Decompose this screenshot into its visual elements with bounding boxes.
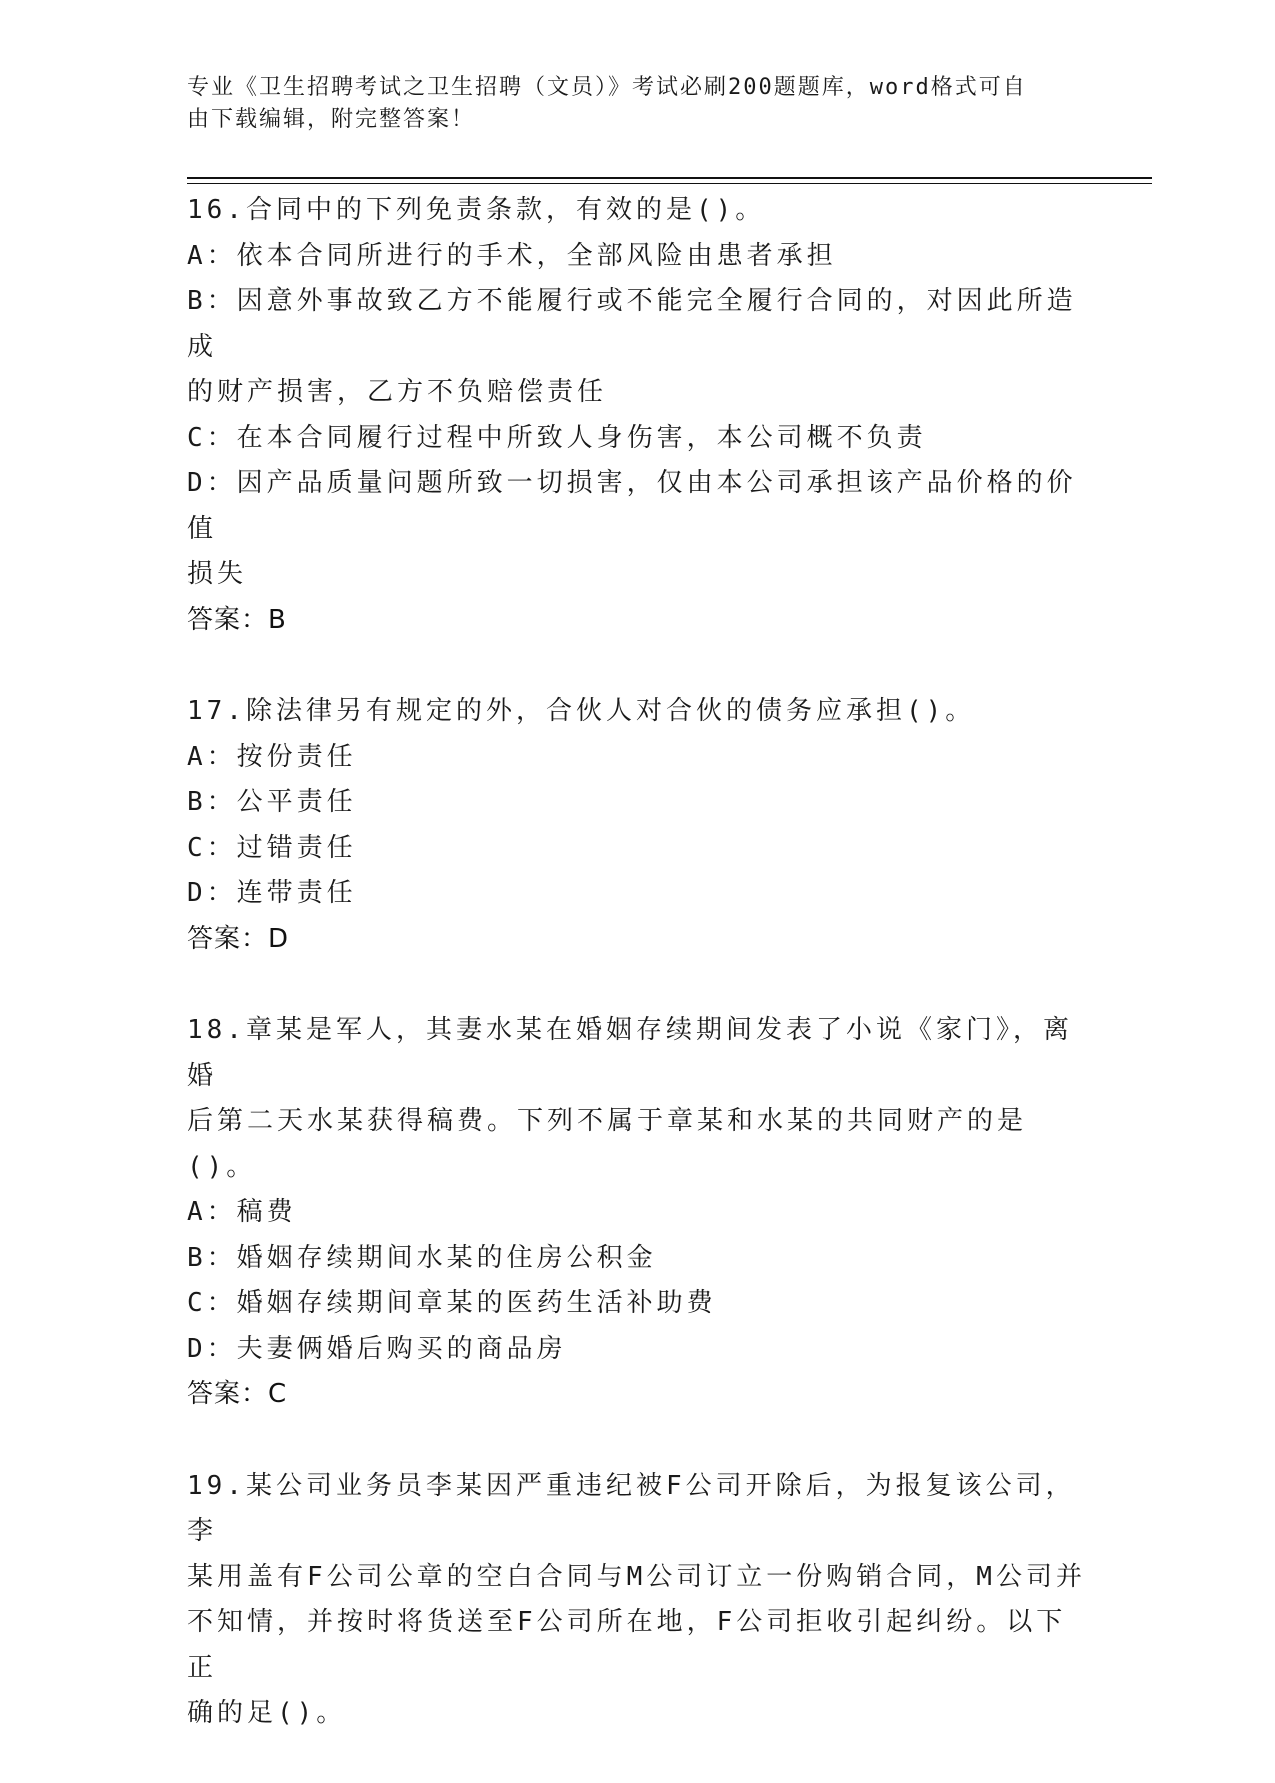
question-block (187, 1008, 1087, 1418)
option-line: D：夫妻俩婚后购买的商品房 (187, 1333, 567, 1364)
option-line: D：因产品质量问题所致一切损害，仅由本公司承担该产品价格的价值 (187, 468, 1077, 544)
option-line: D：连带责任 (187, 878, 357, 908)
option-line: 的财产损害，乙方不负赔偿责任 (187, 377, 608, 407)
option-line: B：公平责任 (187, 787, 357, 817)
question-list (187, 188, 1087, 1783)
header-line-1: 专业《卫生招聘考试之卫生招聘（文员）》考试必刷200题题库，word格式可自 (187, 75, 1027, 100)
question-block (187, 689, 1087, 962)
question-stem-line: 19.某公司业务员李某因严重违纪被F公司开除后，为报复该公司，李 (187, 1470, 1076, 1546)
document-header (187, 72, 1067, 136)
option-line: A：按份责任 (187, 741, 357, 772)
answer-line: 答案：D (187, 923, 290, 954)
answer-line: 答案：C (187, 1379, 288, 1409)
option-line: B：婚姻存续期间水某的住房公积金 (187, 1242, 657, 1273)
question-stem-line: 确的足()。 (187, 1698, 347, 1728)
option-line: A：稿费 (187, 1197, 297, 1227)
question-stem-line: 18.章某是军人，其妻水某在婚姻存续期间发表了小说《家门》，离婚 (187, 1015, 1073, 1091)
question-stem-line: 后第二天水某获得稿费。下列不属于章某和水某的共同财产的是()。 (187, 1106, 1028, 1182)
option-line: C：婚姻存续期间章某的医药生活补助费 (187, 1288, 717, 1318)
option-line: B：因意外事故致乙方不能履行或不能完全履行合同的，对因此所造成 (187, 286, 1077, 362)
question-block (187, 1464, 1087, 1737)
question-stem-line: 不知情，并按时将货送至F公司所在地，F公司拒收引起纠纷。以下正 (187, 1607, 1067, 1683)
header-line-2: 由下载编辑，附完整答案！ (187, 107, 476, 132)
header-divider-thin (187, 183, 1152, 184)
question-stem-line: 某用盖有F公司公章的空白合同与M公司订立一份购销合同，M公司并 (187, 1561, 1086, 1592)
question-stem-line: 17.除法律另有规定的外，合伙人对合伙的债务应承担()。 (187, 696, 976, 726)
option-line: A：依本合同所进行的手术，全部风险由患者承担 (187, 240, 837, 271)
option-line: C：过错责任 (187, 832, 357, 863)
option-line: 损失 (187, 559, 248, 589)
question-block (187, 188, 1087, 643)
header-divider-thick (187, 177, 1152, 179)
answer-line: 答案：B (187, 604, 287, 635)
question-stem-line: 16.合同中的下列免责条款，有效的是()。 (187, 195, 766, 225)
option-line: C：在本合同履行过程中所致人身伤害，本公司概不负责 (187, 422, 927, 453)
